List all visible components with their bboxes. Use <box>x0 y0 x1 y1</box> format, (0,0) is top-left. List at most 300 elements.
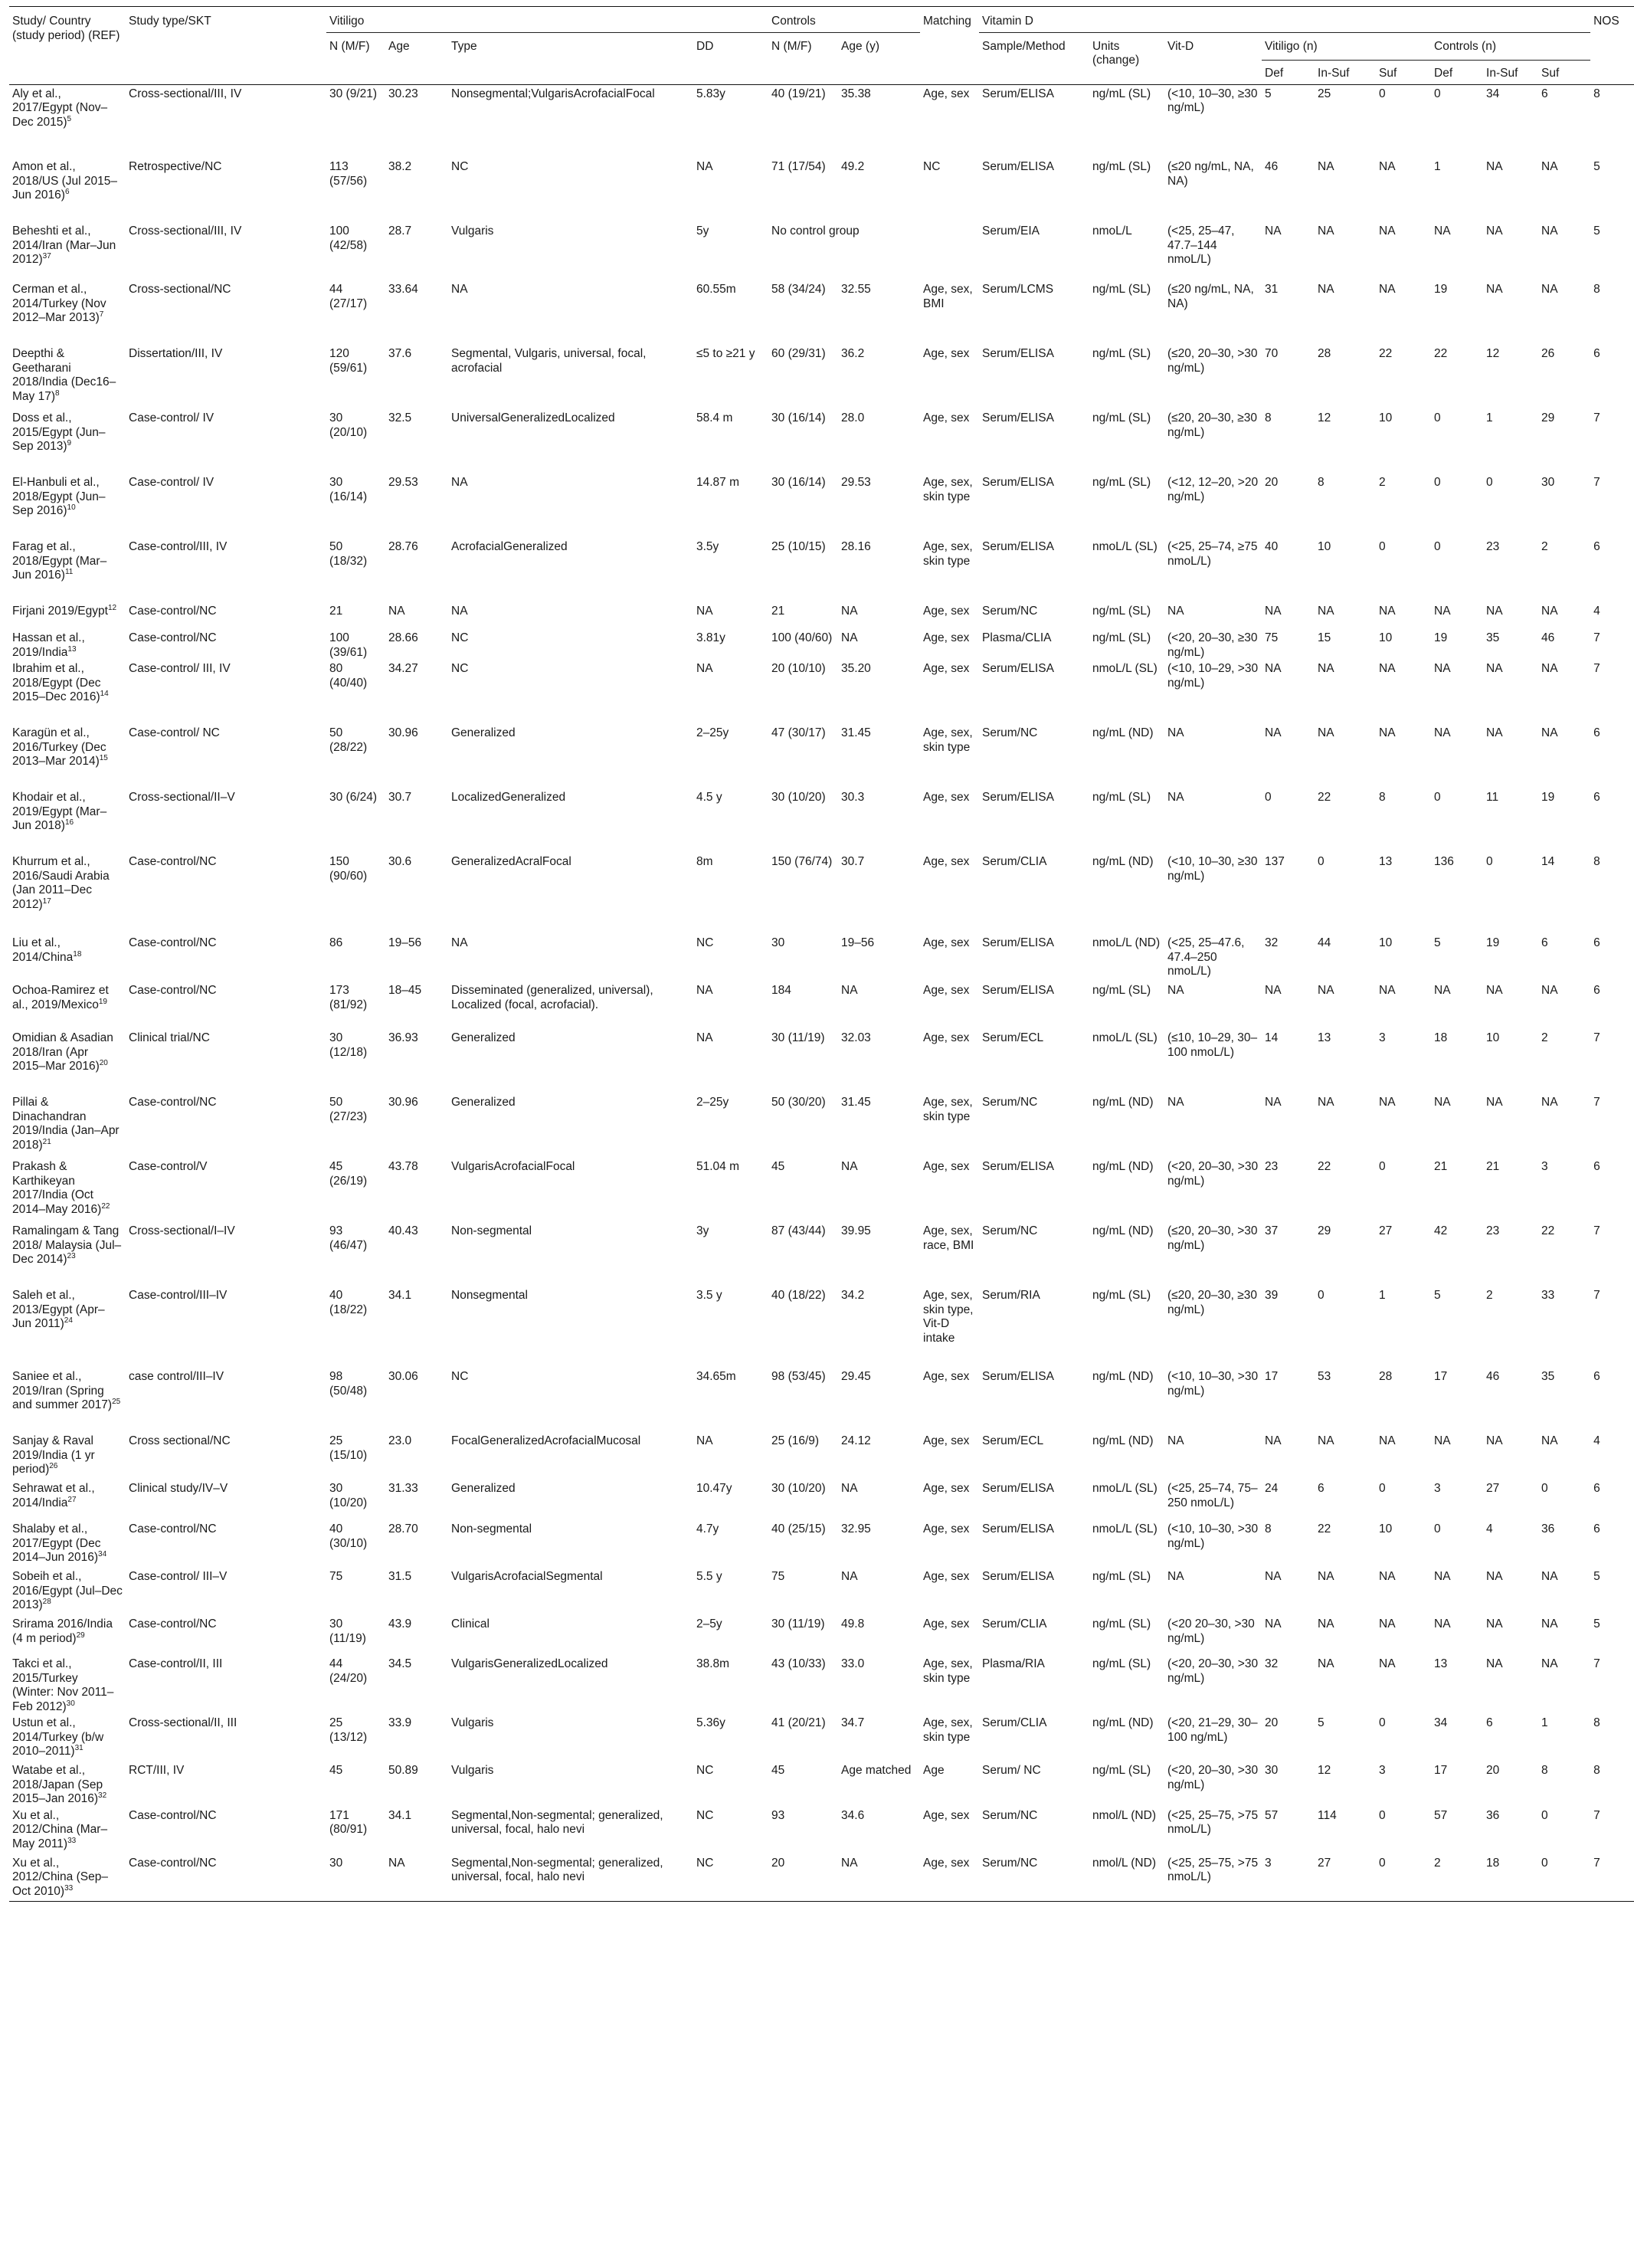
study-citation: Pillai & Dinachandran 2019/India (Jan–Apr 2018) <box>12 1096 120 1152</box>
cell-sample-method: Plasma/CLIA <box>982 631 1052 644</box>
reference-number[interactable]: 9 <box>67 438 72 447</box>
cell-study <box>9 1093 126 1158</box>
cell-study-type: Case-control/NC <box>129 1808 217 1822</box>
cell-vitiligo-suf: 27 <box>1379 1224 1393 1237</box>
cell-controls-n: 41 (20/21) <box>771 1716 826 1729</box>
cell-vitiligo-def: 37 <box>1265 1224 1279 1237</box>
cell-controls-age: 28.0 <box>841 411 865 424</box>
header-controls-n: N (M/F) <box>771 39 812 53</box>
cell-vitiligo-n: 100 (42/58) <box>329 225 368 252</box>
cell-nos: 4 <box>1593 1434 1600 1447</box>
cell-units: nmoL/L (SL) <box>1092 540 1158 553</box>
cell-disease-duration: 38.8m <box>696 1657 730 1670</box>
cell-controls-suf: 26 <box>1541 347 1555 360</box>
cell-units: ng/mL (ND) <box>1092 1370 1154 1383</box>
cell-vitd-cutoffs: (<20 20–30, >30 ng/mL) <box>1167 1617 1255 1645</box>
cell-controls-insuf: 23 <box>1486 1224 1500 1237</box>
cell-controls-def: 17 <box>1434 1764 1448 1777</box>
reference-number[interactable]: 12 <box>107 603 117 612</box>
cell-controls-def: 19 <box>1434 631 1448 644</box>
cell-vitiligo-n: 21 <box>329 605 343 618</box>
cell-study <box>9 474 126 538</box>
header-vitiligo-n: N (M/F) <box>329 39 370 53</box>
cell-disease-duration: NA <box>696 1031 713 1044</box>
cell-controls-suf: NA <box>1541 1434 1558 1447</box>
cell-vitiligo-insuf: 10 <box>1318 540 1331 553</box>
cell-study <box>9 84 126 158</box>
cell-vitiligo-insuf: 44 <box>1318 936 1331 949</box>
cell-vitiligo-suf: 3 <box>1379 1031 1386 1044</box>
reference-number[interactable]: 5 <box>67 114 72 123</box>
study-citation: Saniee et al., 2019/Iran (Spring and summer 2017) <box>12 1370 113 1411</box>
study-citation: Shalaby et al., 2017/Egypt (Dec 2014–Jun 2016) <box>12 1522 101 1564</box>
cell-study-type: Case-control/NC <box>129 1522 217 1535</box>
cell-controls-def: 21 <box>1434 1160 1448 1173</box>
cell-nos: 6 <box>1593 540 1600 553</box>
cell-vitiligo-def: 137 <box>1265 855 1285 868</box>
cell-controls-insuf: 19 <box>1486 936 1500 949</box>
cell-vitiligo-type: UniversalGeneralizedLocalized <box>451 411 615 424</box>
reference-number[interactable]: 29 <box>76 1631 85 1640</box>
cell-nos: 7 <box>1593 1856 1600 1870</box>
cell-controls-n: No control group <box>771 225 860 238</box>
cell-vitd-cutoffs: NA <box>1167 726 1184 739</box>
cell-controls-def: 3 <box>1434 1482 1441 1495</box>
cell-vitiligo-suf: 0 <box>1379 1482 1386 1495</box>
cell-controls-suf: 14 <box>1541 855 1555 868</box>
cell-controls-def: 5 <box>1434 936 1441 949</box>
cell-controls-age: 39.95 <box>841 1224 871 1237</box>
study-citation: Khurrum et al., 2016/Saudi Arabia (Jan 2011–Dec 2012) <box>12 855 110 911</box>
cell-controls-n: 30 (11/19) <box>771 1031 825 1044</box>
cell-controls-insuf: 27 <box>1486 1482 1500 1495</box>
cell-controls-insuf: 0 <box>1486 855 1493 868</box>
cell-vitiligo-def: 8 <box>1265 1522 1272 1535</box>
cell-matching: Age, sex <box>923 87 970 100</box>
cell-nos: 7 <box>1593 1224 1600 1237</box>
header-vitamin-d: Vitamin D <box>979 7 1590 33</box>
header-vitd-cutoffs: Vit-D <box>1167 39 1194 53</box>
cell-study-type: Case-control/III–IV <box>129 1289 228 1302</box>
cell-vitiligo-type: NA <box>451 605 468 618</box>
cell-controls-def: 0 <box>1434 87 1441 100</box>
cell-study-type: RCT/III, IV <box>129 1764 185 1777</box>
cell-vitiligo-type: NC <box>451 631 469 644</box>
cell-controls-suf: NA <box>1541 1096 1558 1109</box>
reference-number[interactable]: 37 <box>42 251 51 261</box>
cell-vitiligo-type: VulgarisAcrofacialSegmental <box>451 1570 603 1583</box>
cell-vitiligo-def: 20 <box>1265 476 1279 489</box>
cell-vitiligo-age: 30.6 <box>388 855 412 868</box>
cell-units: ng/mL (SL) <box>1092 1657 1151 1670</box>
cell-vitiligo-suf: 22 <box>1379 347 1393 360</box>
reference-number[interactable]: 19 <box>98 997 107 1006</box>
cell-controls-age: 29.45 <box>841 1370 871 1383</box>
cell-controls-def: NA <box>1434 984 1451 997</box>
cell-vitiligo-insuf: 114 <box>1318 1808 1337 1822</box>
cell-controls-insuf: 36 <box>1486 1808 1500 1822</box>
cell-units: nmoL/L (SL) <box>1092 662 1158 675</box>
cell-study-type: Case-control/NC <box>129 855 217 868</box>
cell-vitiligo-n: 50 (18/32) <box>329 540 368 568</box>
reference-number[interactable]: 30 <box>66 1699 75 1708</box>
cell-study-type: Cross-sectional/III, IV <box>129 225 242 238</box>
cell-controls-insuf: 35 <box>1486 631 1500 644</box>
cell-controls-n: 50 (30/20) <box>771 1096 826 1109</box>
cell-vitiligo-age: 30.96 <box>388 1096 418 1109</box>
reference-number[interactable]: 17 <box>42 896 51 906</box>
reference-number[interactable]: 22 <box>101 1201 110 1211</box>
reference-number[interactable]: 32 <box>98 1791 107 1800</box>
cell-nos: 6 <box>1593 1160 1600 1173</box>
cell-vitiligo-insuf: 8 <box>1318 476 1325 489</box>
cell-controls-insuf: NA <box>1486 1570 1503 1583</box>
cell-units: ng/mL (ND) <box>1092 1716 1154 1729</box>
cell-study-type: Case-control/III, IV <box>129 540 228 553</box>
cell-vitiligo-type: NA <box>451 476 468 489</box>
cell-controls-n: 45 <box>771 1764 785 1777</box>
cell-units: ng/mL (SL) <box>1092 1617 1151 1631</box>
cell-controls-insuf: 18 <box>1486 1856 1500 1870</box>
cell-controls-age: NA <box>841 1160 858 1173</box>
header-nos: NOS <box>1593 15 1619 28</box>
cell-matching: Age, sex <box>923 1031 970 1044</box>
table-row <box>9 724 1634 788</box>
study-citation: El-Hanbuli et al., 2018/Egypt (Jun–Sep 2016) <box>12 476 106 517</box>
cell-vitiligo-age: 28.76 <box>388 540 418 553</box>
cell-study <box>9 1762 126 1807</box>
cell-nos: 7 <box>1593 662 1600 675</box>
cell-disease-duration: 5.5 y <box>696 1570 722 1583</box>
cell-study-type: Case-control/NC <box>129 1096 217 1109</box>
table-row <box>9 629 1634 660</box>
cell-study <box>9 1655 126 1714</box>
reference-number[interactable]: 31 <box>74 1743 84 1752</box>
cell-units: ng/mL (SL) <box>1092 347 1151 360</box>
cell-vitiligo-suf: 13 <box>1379 855 1393 868</box>
reference-number[interactable]: 6 <box>64 187 70 196</box>
reference-number[interactable]: 11 <box>64 567 74 576</box>
reference-number[interactable]: 24 <box>64 1316 73 1325</box>
cell-disease-duration: 2–25y <box>696 1096 729 1109</box>
study-citation: Omidian & Asadian 2018/Iran (Apr 2015–Mar 2016) <box>12 1031 113 1073</box>
cell-study <box>9 1158 126 1222</box>
header-vitiligo-def: Def <box>1265 67 1284 80</box>
cell-nos: 6 <box>1593 936 1600 949</box>
cell-vitiligo-def: NA <box>1265 225 1282 238</box>
reference-number[interactable]: 16 <box>64 818 74 827</box>
header-study-type: Study type/SKT <box>129 15 211 28</box>
cell-controls-n: 43 (10/33) <box>771 1657 826 1670</box>
cell-vitd-cutoffs: (<25, 25–74, ≥75 nmoL/L) <box>1167 540 1258 568</box>
cell-matching: Age, sex, skin type <box>923 476 973 503</box>
cell-vitiligo-age: 33.9 <box>388 1716 412 1729</box>
cell-vitiligo-type: VulgarisAcrofacialFocal <box>451 1160 575 1173</box>
reference-number[interactable]: 8 <box>55 388 60 398</box>
cell-controls-insuf: NA <box>1486 283 1503 296</box>
header-controls-counts: Controls (n) <box>1431 32 1590 61</box>
cell-study <box>9 1568 126 1615</box>
cell-sample-method: Serum/ELISA <box>982 1160 1054 1173</box>
reference-number[interactable]: 28 <box>42 1597 51 1606</box>
cell-vitd-cutoffs: (<20, 21–29, 30–100 ng/mL) <box>1167 1716 1258 1744</box>
cell-sample-method: Serum/NC <box>982 1856 1038 1870</box>
cell-disease-duration: 8m <box>696 855 713 868</box>
cell-vitiligo-age: 38.2 <box>388 160 412 173</box>
cell-vitd-cutoffs: (<20, 20–30, >30 ng/mL) <box>1167 1657 1259 1685</box>
cell-matching: Age, sex <box>923 791 970 804</box>
cell-vitiligo-def: NA <box>1265 726 1282 739</box>
cell-vitd-cutoffs: (≤10, 10–29, 30–100 nmoL/L) <box>1167 1031 1258 1059</box>
reference-number[interactable]: 34 <box>98 1549 107 1558</box>
cell-disease-duration: 51.04 m <box>696 1160 740 1173</box>
cell-vitiligo-n: 113 (57/56) <box>329 160 368 188</box>
study-citation: Amon et al., 2018/US (Jul 2015–Jun 2016) <box>12 160 118 202</box>
cell-controls-n: 30 (10/20) <box>771 1482 826 1495</box>
cell-matching: Age, sex, skin type <box>923 1657 973 1685</box>
cell-matching: Age, sex, skin type <box>923 1096 973 1123</box>
reference-number[interactable]: 21 <box>42 1137 51 1146</box>
table-row <box>9 1615 1634 1655</box>
cell-controls-suf: 8 <box>1541 1764 1548 1777</box>
cell-nos: 8 <box>1593 1716 1600 1729</box>
cell-disease-duration: NA <box>696 160 713 173</box>
cell-vitiligo-n: 173 (81/92) <box>329 984 368 1011</box>
cell-vitiligo-age: NA <box>388 1856 405 1870</box>
reference-number[interactable]: 23 <box>67 1251 76 1260</box>
cell-study <box>9 660 126 724</box>
cell-controls-age: 33.0 <box>841 1657 865 1670</box>
cell-study-type: Case-control/II, III <box>129 1657 223 1670</box>
reference-number[interactable]: 13 <box>67 644 77 654</box>
cell-controls-suf: 29 <box>1541 411 1555 424</box>
study-citation: Saleh et al., 2013/Egypt (Apr–Jun 2011) <box>12 1289 105 1330</box>
cell-disease-duration: 4.5 y <box>696 791 722 804</box>
vitamin-d-vitiligo-table <box>9 6 1634 1902</box>
cell-vitiligo-n: 25 (13/12) <box>329 1716 368 1744</box>
cell-controls-insuf: NA <box>1486 984 1503 997</box>
cell-sample-method: Serum/ELISA <box>982 984 1054 997</box>
header-vitiligo-age: Age <box>388 39 410 53</box>
cell-controls-def: 0 <box>1434 1522 1441 1535</box>
cell-vitiligo-type: FocalGeneralizedAcrofacialMucosal <box>451 1434 641 1447</box>
cell-units: ng/mL (SL) <box>1092 1570 1151 1583</box>
reference-number[interactable]: 18 <box>73 949 82 959</box>
cell-matching <box>920 222 979 280</box>
cell-vitd-cutoffs: (≤20 ng/mL, NA, NA) <box>1167 160 1254 188</box>
cell-controls-def: 18 <box>1434 1031 1448 1044</box>
cell-disease-duration: 10.47y <box>696 1482 732 1495</box>
cell-vitiligo-type: Clinical <box>451 1617 490 1631</box>
cell-units: nmol/L (ND) <box>1092 1808 1156 1822</box>
table-row <box>9 1568 1634 1615</box>
cell-vitiligo-age: 33.64 <box>388 283 418 296</box>
cell-sample-method: Serum/CLIA <box>982 855 1047 868</box>
study-citation: Xu et al., 2012/China (Sep–Oct 2010) <box>12 1856 108 1898</box>
cell-units: ng/mL (ND) <box>1092 1434 1154 1447</box>
cell-vitiligo-type: NC <box>451 662 469 675</box>
table-row <box>9 853 1634 934</box>
cell-controls-def: 136 <box>1434 855 1454 868</box>
cell-vitiligo-suf: NA <box>1379 1657 1396 1670</box>
cell-disease-duration: 3y <box>696 1224 709 1237</box>
cell-vitiligo-suf: NA <box>1379 662 1396 675</box>
cell-vitiligo-insuf: 12 <box>1318 411 1331 424</box>
cell-vitiligo-insuf: 13 <box>1318 1031 1331 1044</box>
reference-number[interactable]: 25 <box>112 1397 121 1406</box>
cell-units: ng/mL (SL) <box>1092 87 1151 100</box>
reference-number[interactable]: 20 <box>99 1058 108 1067</box>
study-citation: Takci et al., 2015/Turkey (Winter: Nov 2011–Feb 2012) <box>12 1657 114 1713</box>
cell-controls-suf: 36 <box>1541 1522 1555 1535</box>
header-disease-duration: DD <box>696 39 714 53</box>
cell-study <box>9 788 126 853</box>
study-citation: Khodair et al., 2019/Egypt (Mar–Jun 2018) <box>12 791 107 832</box>
cell-study-type: Case-control/NC <box>129 631 217 644</box>
cell-vitiligo-suf: 0 <box>1379 1808 1386 1822</box>
cell-matching: Age, sex, BMI <box>923 283 973 310</box>
cell-vitiligo-type: NC <box>451 160 469 173</box>
cell-vitd-cutoffs: (<25, 25–75, >75 nmoL/L) <box>1167 1808 1259 1836</box>
header-vitiligo-suf: Suf <box>1379 67 1397 80</box>
table-row <box>9 1222 1634 1286</box>
cell-controls-n: 60 (29/31) <box>771 347 826 360</box>
cell-disease-duration: NC <box>696 1856 714 1870</box>
cell-vitiligo-suf: NA <box>1379 160 1396 173</box>
cell-controls-suf: NA <box>1541 160 1558 173</box>
cell-controls-n: 30 (16/14) <box>771 476 826 489</box>
cell-controls-def: 0 <box>1434 540 1441 553</box>
cell-matching: Age, sex <box>923 1570 970 1583</box>
cell-controls-insuf: NA <box>1486 726 1503 739</box>
cell-vitiligo-type: Non-segmental <box>451 1224 532 1237</box>
cell-vitiligo-insuf: 22 <box>1318 1160 1331 1173</box>
cell-controls-n: 30 (11/19) <box>771 1617 825 1631</box>
cell-vitiligo-age: 28.70 <box>388 1522 418 1535</box>
reference-number[interactable]: 7 <box>99 310 104 319</box>
study-citation: Ustun et al., 2014/Turkey (b/w 2010–2011) <box>12 1716 104 1758</box>
cell-controls-def: NA <box>1434 225 1451 238</box>
cell-units: ng/mL (SL) <box>1092 283 1151 296</box>
cell-vitd-cutoffs: (≤20 ng/mL, NA, NA) <box>1167 283 1254 310</box>
cell-nos: 7 <box>1593 1096 1600 1109</box>
reference-number[interactable]: 15 <box>99 753 108 762</box>
study-citation: Watabe et al., 2018/Japan (Sep 2015–Jan 2016) <box>12 1764 103 1805</box>
cell-controls-age: 49.8 <box>841 1617 865 1631</box>
cell-vitiligo-def: 8 <box>1265 411 1272 424</box>
cell-controls-age: 19–56 <box>841 936 875 949</box>
cell-vitiligo-insuf: NA <box>1318 662 1334 675</box>
table-row <box>9 1029 1634 1093</box>
header-vitiligo: Vitiligo <box>326 7 768 33</box>
cell-controls-insuf: NA <box>1486 225 1503 238</box>
table-row <box>9 345 1634 409</box>
cell-study-type: Case-control/V <box>129 1160 208 1173</box>
cell-study-type: Cross-sectional/II, III <box>129 1716 237 1729</box>
cell-nos: 6 <box>1593 984 1600 997</box>
cell-controls-suf: NA <box>1541 1617 1558 1631</box>
cell-controls-insuf: NA <box>1486 1617 1503 1631</box>
cell-vitiligo-n: 30 <box>329 1856 343 1870</box>
cell-vitiligo-insuf: 6 <box>1318 1482 1325 1495</box>
table-row <box>9 1714 1634 1762</box>
table-row <box>9 1762 1634 1807</box>
cell-study-type: Case-control/ NC <box>129 726 220 739</box>
cell-controls-insuf: NA <box>1486 1657 1503 1670</box>
cell-matching: NC <box>923 160 941 173</box>
table-row <box>9 1093 1634 1158</box>
study-citation: Karagün et al., 2016/Turkey (Dec 2013–Mar 2014) <box>12 726 106 768</box>
cell-vitd-cutoffs: NA <box>1167 1434 1184 1447</box>
cell-sample-method: Serum/EIA <box>982 225 1040 238</box>
reference-number[interactable]: 14 <box>100 689 109 698</box>
cell-vitiligo-n: 93 (46/47) <box>329 1224 368 1252</box>
cell-vitiligo-def: 70 <box>1265 347 1279 360</box>
cell-matching: Age, sex, skin type, Vit-D intake <box>923 1289 974 1345</box>
reference-number[interactable]: 33 <box>67 1836 77 1845</box>
cell-controls-age: 29.53 <box>841 476 871 489</box>
cell-vitiligo-n: 30 (6/24) <box>329 791 378 804</box>
cell-vitiligo-age: 31.5 <box>388 1570 412 1583</box>
cell-controls-age: 24.12 <box>841 1434 871 1447</box>
study-citation: Aly et al., 2017/Egypt (Nov–Dec 2015) <box>12 87 108 129</box>
reference-number[interactable]: 27 <box>67 1495 77 1504</box>
cell-vitiligo-n: 45 <box>329 1764 343 1777</box>
cell-controls-insuf: NA <box>1486 662 1503 675</box>
cell-disease-duration: 14.87 m <box>696 476 740 489</box>
cell-disease-duration: NA <box>696 1434 713 1447</box>
cell-vitd-cutoffs: NA <box>1167 1570 1184 1583</box>
table-row <box>9 1655 1634 1714</box>
cell-vitiligo-age: 30.96 <box>388 726 418 739</box>
cell-vitiligo-n: 120 (59/61) <box>329 347 368 375</box>
reference-number[interactable]: 26 <box>49 1461 58 1470</box>
cell-vitd-cutoffs: (<25, 25–75, >75 nmoL/L) <box>1167 1856 1259 1883</box>
cell-controls-age: 35.20 <box>841 662 871 675</box>
reference-number[interactable]: 10 <box>67 503 76 512</box>
cell-units: nmol/L (ND) <box>1092 1856 1156 1870</box>
cell-matching: Age, sex, skin type <box>923 540 973 568</box>
cell-matching: Age, sex <box>923 411 970 424</box>
cell-vitiligo-insuf: NA <box>1318 225 1334 238</box>
reference-number[interactable]: 33 <box>64 1883 74 1893</box>
cell-controls-suf: NA <box>1541 605 1558 618</box>
cell-vitiligo-n: 171 (80/91) <box>329 1808 368 1836</box>
cell-disease-duration: 34.65m <box>696 1370 736 1383</box>
table-row <box>9 602 1634 629</box>
cell-vitiligo-n: 98 (50/48) <box>329 1370 368 1398</box>
cell-vitiligo-n: 40 (18/22) <box>329 1289 368 1316</box>
cell-controls-age: NA <box>841 1856 858 1870</box>
cell-nos: 6 <box>1593 791 1600 804</box>
cell-study-type: Retrospective/NC <box>129 160 222 173</box>
cell-vitiligo-age: 28.66 <box>388 631 418 644</box>
cell-controls-age: 34.7 <box>841 1716 865 1729</box>
cell-vitiligo-def: 5 <box>1265 87 1272 100</box>
cell-units: nmoL/L (SL) <box>1092 1031 1158 1044</box>
cell-vitiligo-type: NA <box>451 936 468 949</box>
cell-sample-method: Serum/ELISA <box>982 540 1054 553</box>
cell-units: nmoL/L (ND) <box>1092 936 1161 949</box>
cell-disease-duration: 3.5 y <box>696 1289 722 1302</box>
cell-study <box>9 982 126 1029</box>
cell-controls-def: 0 <box>1434 476 1441 489</box>
cell-controls-insuf: 34 <box>1486 87 1500 100</box>
cell-vitd-cutoffs: (≤20, 20–30, ≥30 ng/mL) <box>1167 1289 1257 1316</box>
cell-study-type: Cross-sectional/III, IV <box>129 87 242 100</box>
cell-vitiligo-age: 43.78 <box>388 1160 418 1173</box>
cell-units: nmoL/L <box>1092 225 1132 238</box>
